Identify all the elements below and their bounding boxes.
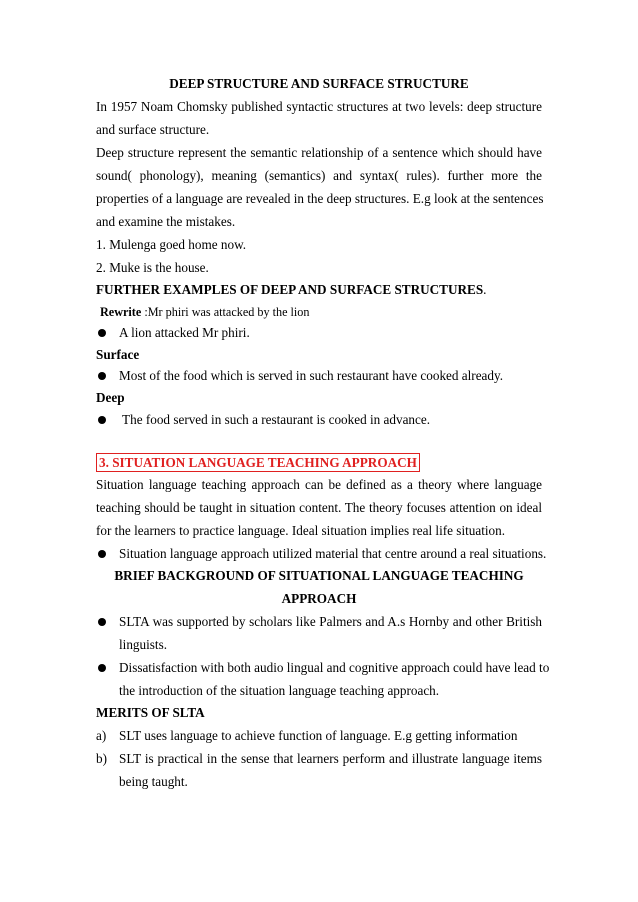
further-examples-heading	[96, 281, 542, 299]
bullet-icon	[98, 664, 106, 672]
intro-line: sound( phonology), meaning (semantics) and syntax( rules). further more the	[96, 168, 542, 183]
section-heading-wrap	[96, 453, 542, 472]
section-heading-situation-language: 3. SITUATION LANGUAGE TEACHING APPROACH	[96, 453, 420, 472]
intro-line: and surface structure.	[96, 122, 210, 137]
intro-line: properties of a language are revealed in the deep structures. E.g look at the sentences	[96, 191, 544, 206]
surface-label: Surface	[96, 347, 140, 362]
bullet-icon	[98, 550, 106, 558]
further-examples-heading-text: FURTHER EXAMPLES OF DEEP AND SURFACE STRUCTURES	[96, 282, 484, 297]
bullet-icon	[98, 372, 106, 380]
bullet-item: The food served in such a restaurant is cooked in advance.	[119, 412, 431, 427]
rewrite-line	[100, 303, 546, 321]
intro-line: Deep structure represent the semantic relationship of a sentence which should have	[96, 145, 542, 160]
merit-item: SLT is practical in the sense that learners perform and illustrate language items	[119, 751, 542, 766]
example-sentence: 1. Mulenga goed home now.	[96, 237, 247, 252]
bullet-item-continuation: linguists.	[119, 637, 167, 652]
further-examples-heading-dot: .	[483, 282, 487, 297]
intro-line: and examine the mistakes.	[96, 214, 236, 229]
list-marker: a)	[96, 728, 107, 743]
deep-label: Deep	[96, 390, 125, 405]
rewrite-text: :Mr phiri was attacked by the lion	[141, 305, 310, 319]
merits-heading: MERITS OF SLTA	[96, 705, 205, 720]
bullet-icon	[98, 329, 106, 337]
merit-item-continuation: being taught.	[119, 774, 188, 789]
section-paragraph-line: for the learners to practice language. Ideal situation implies real life situation.	[96, 523, 506, 538]
background-heading: BRIEF BACKGROUND OF SITUATIONAL LANGUAGE TEACHING	[114, 568, 524, 583]
bullet-item: Situation language approach utilized material that centre around a real situations.	[119, 546, 547, 561]
merit-item: SLT uses language to achieve function of language. E.g getting information	[119, 728, 518, 743]
intro-line: In 1957 Noam Chomsky published syntactic structures at two levels: deep structure	[96, 99, 542, 114]
bullet-item: Most of the food which is served in such restaurant have cooked already.	[119, 368, 504, 383]
page-title: DEEP STRUCTURE AND SURFACE STRUCTURE	[169, 76, 469, 91]
rewrite-label: Rewrite	[100, 305, 142, 319]
section-paragraph-line: Situation language teaching approach can be defined as a theory where language	[96, 477, 542, 492]
list-marker: b)	[96, 751, 107, 766]
background-heading: APPROACH	[281, 591, 357, 606]
bullet-item: A lion attacked Mr phiri.	[119, 325, 250, 340]
bullet-icon	[98, 416, 106, 424]
bullet-item: SLTA was supported by scholars like Palmers and A.s Hornby and other British	[119, 614, 542, 629]
section-paragraph-line: teaching should be taught in situation content. The theory focuses attention on ideal	[96, 500, 542, 515]
bullet-icon	[98, 618, 106, 626]
bullet-item-continuation: the introduction of the situation language teaching approach.	[119, 683, 440, 698]
example-sentence: 2. Muke is the house.	[96, 260, 209, 275]
bullet-item: Dissatisfaction with both audio lingual and cognitive approach could have lead to	[119, 660, 550, 675]
